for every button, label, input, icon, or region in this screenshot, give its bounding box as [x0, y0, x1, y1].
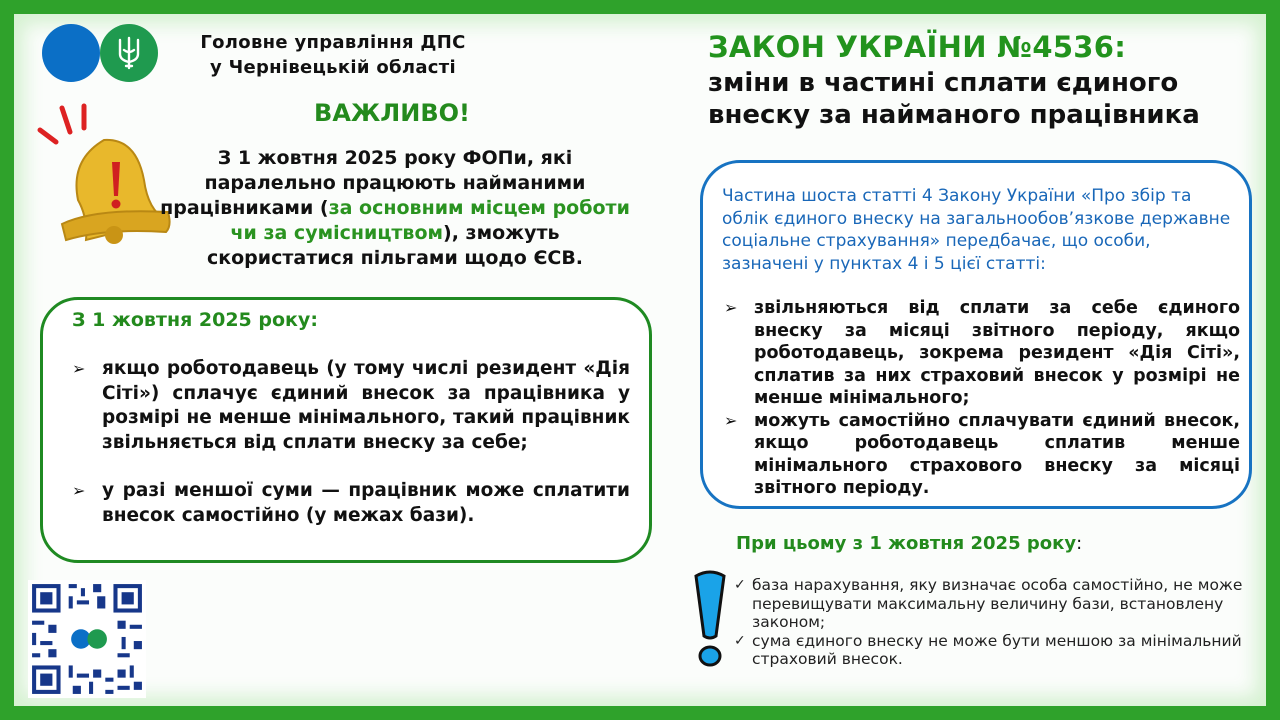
right-box-list	[724, 297, 1240, 500]
notes-title-text: При цьому з 1 жовтня 2025 року	[736, 533, 1077, 554]
list-item: ➢ можуть самостійно сплачувати єдиний внесок, якщо роботодавець сплатив менше мінімального страхового внеску за місяці звітного періоду.	[724, 410, 1240, 500]
list-item: ➢ звільняються від сплати за себе єдиного внеску за місяці звітного періоду, якщо роботодавець, зокрема резидент «Дія Сіті», сплатив за них страховий внесок у розмірі не менше мінімального;	[724, 297, 1240, 410]
logo-green-circle	[100, 24, 158, 82]
trident-icon	[117, 36, 141, 70]
qr-code	[28, 580, 146, 698]
org-line-2: у Чернівецькій області	[210, 57, 456, 78]
bell-icon	[26, 100, 176, 245]
left-box-list	[72, 357, 630, 528]
intro-text	[160, 146, 630, 271]
logo-blue-circle	[42, 24, 100, 82]
notes-list	[734, 576, 1244, 669]
important-heading: ВАЖЛИВО!	[314, 99, 470, 127]
list-item: ✓ база нарахування, яку визначає особа самостійно, не може перевищувати максимальну величину бази, встановлену законом;	[734, 576, 1244, 632]
left-box-title: З 1 жовтня 2025 року:	[72, 309, 318, 331]
law-subtitle: зміни в частині сплати єдиного внеску за найманого працівника	[708, 68, 1200, 130]
organization-name	[168, 30, 498, 80]
list-item: ✓ сума єдиного внеску не може бути меншою за мінімальний страховий внесок.	[734, 632, 1244, 669]
list-item: ➢ у разі меншої суми — працівник може сплатити внесок самостійно (у межах бази).	[72, 479, 630, 528]
law-title: ЗАКОН УКРАЇНИ №4536:	[708, 30, 1127, 64]
notes-title-suffix: :	[1076, 533, 1083, 554]
intro-part-1: З 1 жовтня 2025 року ФОПи, які паралельно працюють найманими працівниками (	[160, 147, 586, 219]
list-item: ➢ якщо роботодавець (у тому числі резидент «Дія Сіті») сплачує єдиний внесок за працівника у розмірі не менше мінімального, такий працівник звільняється від сплати внеску за себе;	[72, 357, 630, 455]
right-box-intro: Частина шоста статті 4 Закону України «Про збір та облік єдиного внеску на загальнообов’язкове державне соціальне страхування» передбачає, що особи, зазначені у пунктах 4 і 5 цієї статті:	[722, 186, 1231, 274]
notes-title	[736, 533, 1082, 554]
exclamation-icon	[690, 570, 730, 670]
org-line-1: Головне управління ДПС	[200, 32, 466, 53]
intro-part-2: ), зможуть скористатися пільгами щодо ЄСВ.	[206, 222, 584, 269]
intro-highlight: за основним місцем роботи чи за сумісництвом	[230, 197, 630, 244]
